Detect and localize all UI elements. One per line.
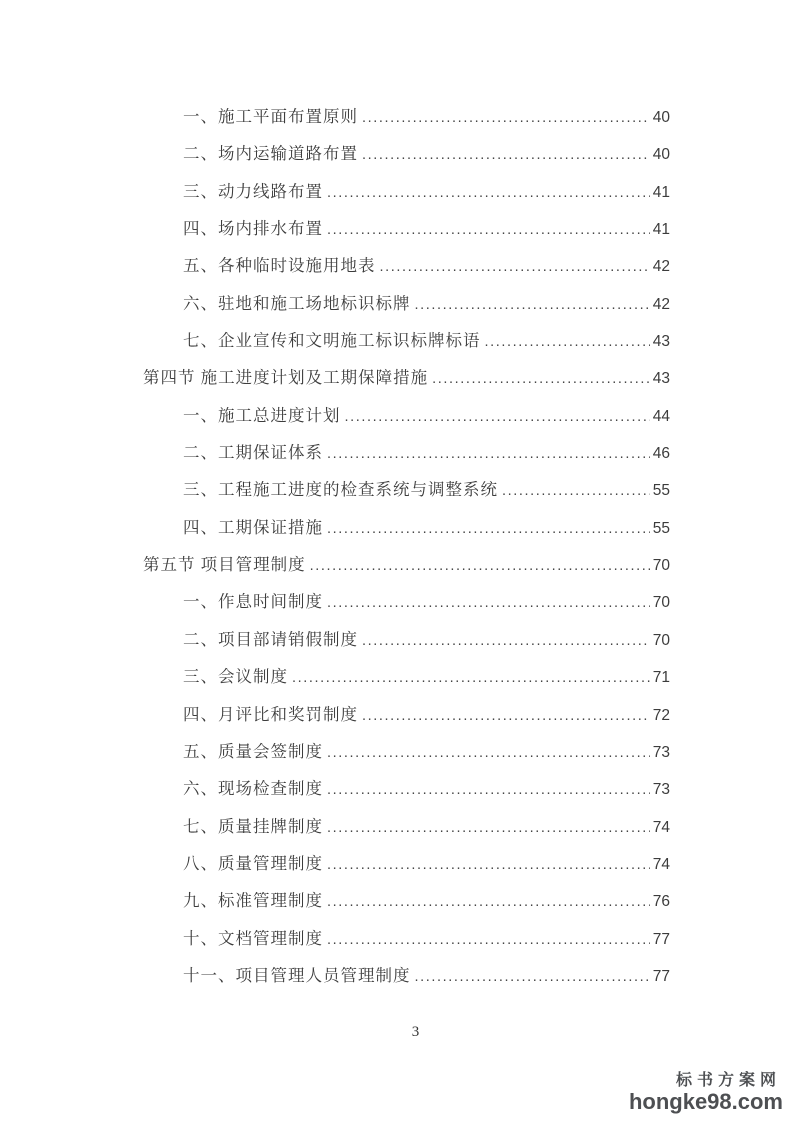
dot-leader [327,921,650,959]
dot-leader [415,286,650,324]
toc-entry-label: 二、项目部请销假制度 [183,629,358,649]
toc-entry-page: 55 [652,482,670,500]
toc-section-entry [143,359,670,396]
toc-entry [143,770,670,807]
dot-leader [327,883,650,921]
toc-entry-label: 一、施工总进度计划 [183,405,341,425]
toc-entry [143,696,670,733]
toc-entry-label: 十一、项目管理人员管理制度 [183,965,411,985]
toc-entry-page: 44 [652,407,670,425]
toc-entry-page: 77 [652,967,670,985]
toc-entry-label: 第五节 项目管理制度 [143,555,306,575]
toc-entry-label: 六、现场检查制度 [183,779,323,799]
toc-entry-label: 四、工期保证措施 [183,517,323,537]
toc-entry-page: 72 [652,706,670,724]
toc-entry-page: 40 [652,146,670,164]
toc-entry [143,471,670,508]
toc-entry [143,845,670,882]
toc-entry [143,509,670,546]
dot-leader [327,809,650,847]
toc-entry-page: 46 [652,445,670,463]
dot-leader [362,99,650,137]
toc-entry-page: 41 [652,221,670,239]
toc-entry-page: 43 [652,370,670,388]
toc-entry-page: 42 [652,258,670,276]
toc-entry [143,397,670,434]
toc-entry [143,98,670,135]
toc-entry-label: 二、场内运输道路布置 [183,144,358,164]
toc-entry-label: 八、质量管理制度 [183,853,323,873]
toc-entry [143,920,670,957]
toc-entry-label: 十、文档管理制度 [183,928,323,948]
dot-leader [327,211,650,249]
watermark [629,1073,783,1113]
dot-leader [362,622,650,660]
toc-entry-label: 三、会议制度 [183,667,288,687]
toc-entry-page: 70 [652,594,670,612]
dot-leader [327,584,650,622]
toc-entry [143,434,670,471]
dot-leader [327,846,650,884]
dot-leader [327,174,650,212]
toc-entry-page: 71 [652,669,670,687]
toc-entry-page: 70 [652,631,670,649]
dot-leader [327,734,650,772]
toc-entry-page: 74 [652,855,670,873]
toc-entry-page: 76 [652,893,670,911]
toc-entry-label: 二、工期保证体系 [183,443,323,463]
toc-section-entry [143,546,670,583]
toc-entry-label: 七、质量挂牌制度 [183,816,323,836]
toc-entry-label: 五、各种临时设施用地表 [183,256,376,276]
toc-entry-page: 41 [652,183,670,201]
dot-leader [502,472,650,510]
dot-leader [327,435,650,473]
dot-leader [362,697,650,735]
toc-entry-page: 43 [652,333,670,351]
toc-entry [143,322,670,359]
watermark-site-name: 标书方案网 [675,1072,781,1089]
dot-leader [310,547,650,585]
toc-entry [143,173,670,210]
toc-entry-label: 七、企业宣传和文明施工标识标牌标语 [183,331,481,351]
toc-entry [143,957,670,994]
toc-entry [143,247,670,284]
watermark-site-url: hongke98.com [628,1089,783,1114]
toc-entry-label: 三、动力线路布置 [183,181,323,201]
toc-entry [143,882,670,919]
toc-entry-page: 42 [652,295,670,313]
toc-entry-label: 五、质量会签制度 [183,741,323,761]
toc-entry [143,135,670,172]
toc-entry-label: 第四节 施工进度计划及工期保障措施 [143,368,429,388]
toc-entry [143,808,670,845]
toc-entry [143,733,670,770]
toc-entry-page: 73 [652,743,670,761]
toc-entry-label: 一、作息时间制度 [183,592,323,612]
toc-entry [143,621,670,658]
toc-entry-page: 73 [652,781,670,799]
dot-leader [345,398,650,436]
dot-leader [415,958,650,996]
toc-entry-label: 一、施工平面布置原则 [183,107,358,126]
toc-entry-label: 四、月评比和奖罚制度 [183,704,358,724]
dot-leader [380,248,650,286]
toc-entry-page: 70 [652,557,670,575]
dot-leader [362,136,650,174]
dot-leader [327,771,650,809]
dot-leader [292,659,650,697]
toc-entry-page: 55 [652,519,670,537]
dot-leader [432,360,650,398]
toc-entry-page: 77 [652,930,670,948]
toc-entry-label: 四、场内排水布置 [183,219,323,239]
toc-entry [143,285,670,322]
toc-entry [143,210,670,247]
dot-leader [327,510,650,548]
toc-entry-page: 40 [652,109,670,126]
toc-entry-label: 六、驻地和施工场地标识标牌 [183,293,411,313]
table-of-contents [143,98,670,994]
toc-entry-label: 九、标准管理制度 [183,891,323,911]
toc-entry [143,658,670,695]
toc-entry-page: 74 [652,818,670,836]
page-number: 3 [411,1024,420,1040]
toc-entry [143,583,670,620]
dot-leader [485,323,650,361]
toc-entry-label: 三、工程施工进度的检查系统与调整系统 [183,480,498,500]
